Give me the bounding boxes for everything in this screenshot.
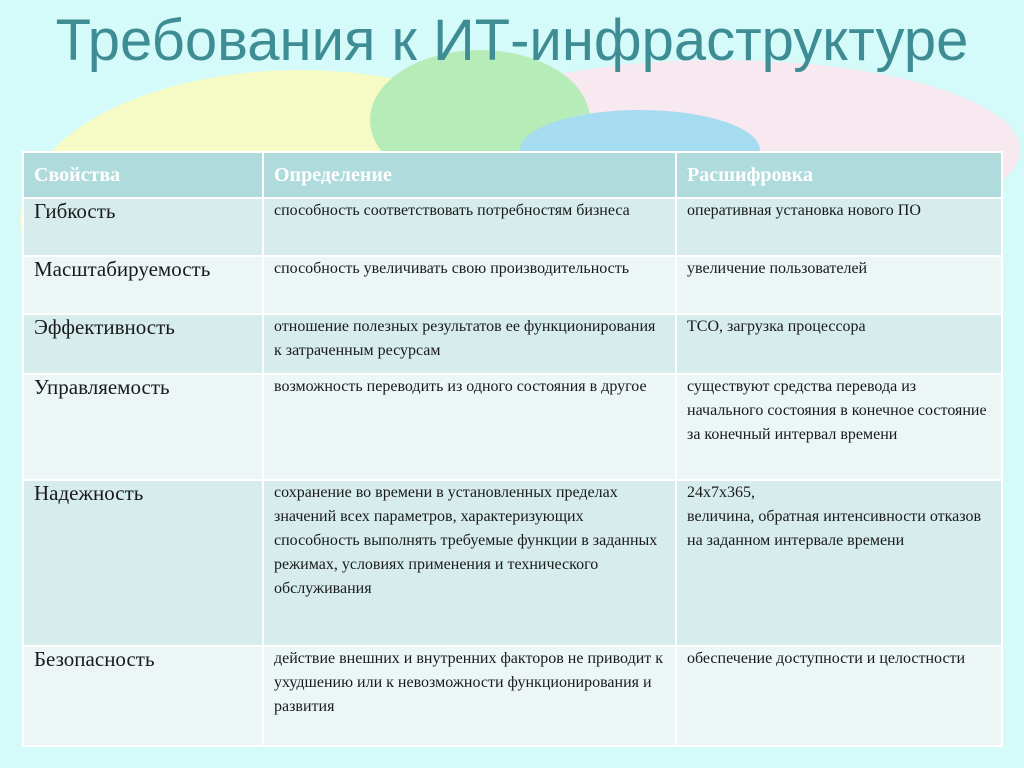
property-cell: Масштабируемость xyxy=(23,256,263,314)
table-row xyxy=(23,314,1002,374)
decoding-cell: увеличение пользователей xyxy=(676,256,1002,314)
requirements-table xyxy=(22,151,1003,747)
definition-cell: способность соответствовать потребностям бизнеса xyxy=(263,198,676,256)
decoding-cell: обеспечение доступности и целостности xyxy=(676,646,1002,746)
header-decoding: Расшифровка xyxy=(676,152,1002,198)
table-row xyxy=(23,480,1002,646)
decoding-cell: оперативная установка нового ПО xyxy=(676,198,1002,256)
table-header-row xyxy=(23,152,1002,198)
decoding-line: 24x7x365, xyxy=(687,484,755,501)
table-row xyxy=(23,198,1002,256)
header-properties: Свойства xyxy=(23,152,263,198)
definition-cell: возможность переводить из одного состояния в другое xyxy=(263,374,676,480)
property-cell: Управляемость xyxy=(23,374,263,480)
decoding-cell xyxy=(676,480,1002,646)
table-row xyxy=(23,646,1002,746)
table-row xyxy=(23,374,1002,480)
decoding-line: величина, обратная интенсивности отказов на заданном интервале времени xyxy=(687,508,982,549)
decoding-cell: TCO, загрузка процессора xyxy=(676,314,1002,374)
definition-cell: сохранение во времени в установленных пределах значений всех параметров, характеризующих способность выполнять требуемые функции в заданных режимах, условиях применения и технического обслуживания xyxy=(263,480,676,646)
property-cell: Безопасность xyxy=(23,646,263,746)
header-definition: Определение xyxy=(263,152,676,198)
definition-cell: способность увеличивать свою производительность xyxy=(263,256,676,314)
decoding-cell: существуют средства перевода из начального состояния в конечное состояние за конечный интервал времени xyxy=(676,374,1002,480)
definition-cell: отношение полезных результатов ее функционирования к затраченным ресурсам xyxy=(263,314,676,374)
property-cell: Эффективность xyxy=(23,314,263,374)
definition-cell: действие внешних и внутренних факторов не приводит к ухудшению или к невозможности функционирования и развития xyxy=(263,646,676,746)
page-title: Требования к ИТ-инфраструктуре xyxy=(55,8,969,73)
table-row xyxy=(23,256,1002,314)
property-cell: Надежность xyxy=(23,480,263,646)
property-cell: Гибкость xyxy=(23,198,263,256)
